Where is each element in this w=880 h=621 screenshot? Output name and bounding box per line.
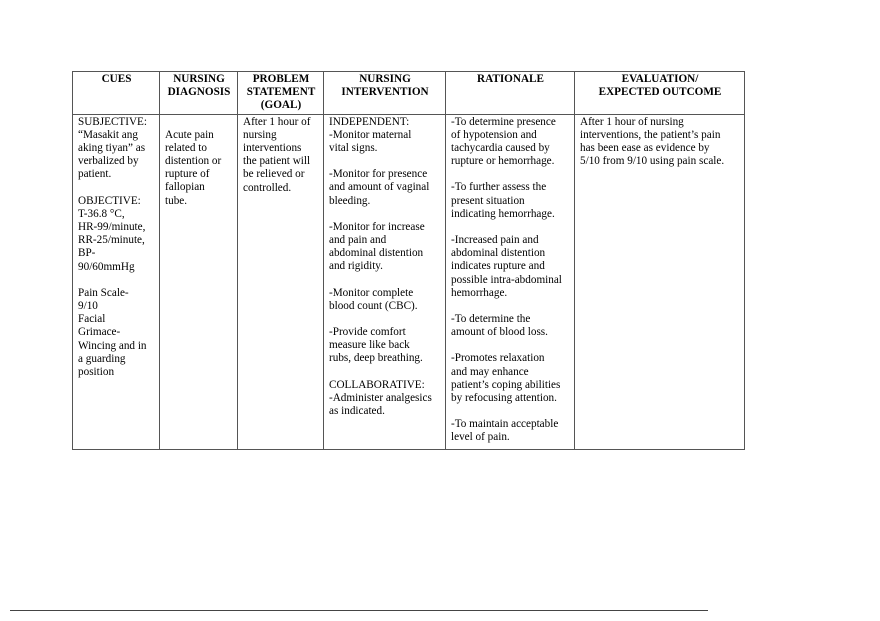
- diagnosis-text: Acute pain related to distention or rupture of fallopian tube.: [165, 128, 222, 207]
- rationale-item: -To further assess the present situation indicating hemorrhage.: [451, 181, 555, 220]
- header-cues: CUES: [73, 72, 160, 115]
- intervention-item: -Monitor complete blood count (CBC).: [329, 286, 418, 312]
- cell-cues: [73, 114, 160, 449]
- intervention-item: COLLABORATIVE: -Administer analgesics as indicated.: [329, 378, 432, 418]
- intervention-item: INDEPENDENT: -Monitor maternal vital signs.: [329, 115, 412, 155]
- cell-evaluation: [575, 114, 745, 449]
- cues-subjective: SUBJECTIVE: “Masakit ang aking tiyan” as verbalized by patient.: [78, 115, 147, 181]
- intervention-item: -Monitor for increase and pain and abdominal distention and rigidity.: [329, 220, 425, 273]
- rationale-item: -To determine the amount of blood loss.: [451, 313, 548, 339]
- rationale-item: -To maintain acceptable level of pain.: [451, 418, 559, 444]
- cell-goal: [238, 114, 324, 449]
- intervention-item: -Provide comfort measure like back rubs, deep breathing.: [329, 326, 423, 365]
- rationale-item: -To determine presence of hypotension and tachycardia caused by rupture or hemorrhage.: [451, 115, 556, 168]
- header-evaluation: EVALUATION/ EXPECTED OUTCOME: [575, 72, 745, 115]
- header-problem-statement: PROBLEM STATEMENT (GOAL): [238, 72, 324, 115]
- rationale-item: -Increased pain and abdominal distention indicates rupture and possible intra-abdominal hemorrhage.: [451, 234, 562, 299]
- page-bottom-rule: [10, 610, 708, 611]
- table-row: [73, 114, 745, 449]
- cell-interventions: [324, 114, 446, 449]
- cues-objective: OBJECTIVE: T-36.8 °C, HR-99/minute, RR-25/minute, BP- 90/60mmHg: [78, 194, 146, 273]
- intervention-item: -Monitor for presence and amount of vaginal bleeding.: [329, 168, 430, 207]
- cell-rationale: [446, 114, 575, 449]
- nursing-care-plan-table: [72, 71, 745, 450]
- cues-pain-scale: Pain Scale- 9/10 Facial Grimace- Wincing and in a guarding position: [78, 286, 147, 379]
- header-nursing-intervention: NURSING INTERVENTION: [324, 72, 446, 115]
- header-rationale: RATIONALE: [446, 72, 575, 115]
- goal-text: After 1 hour of nursing interventions the patient will be relieved or controlled.: [243, 115, 311, 194]
- header-row: [73, 72, 745, 115]
- header-nursing-diagnosis: NURSING DIAGNOSIS: [160, 72, 238, 115]
- evaluation-text: After 1 hour of nursing interventions, the patient’s pain has been ease as evidence by 5/10 from 9/10 using pain scale.: [580, 115, 725, 168]
- rationale-item: -Promotes relaxation and may enhance patient’s coping abilities by refocusing attention.: [451, 352, 561, 405]
- cell-diagnosis: [160, 114, 238, 449]
